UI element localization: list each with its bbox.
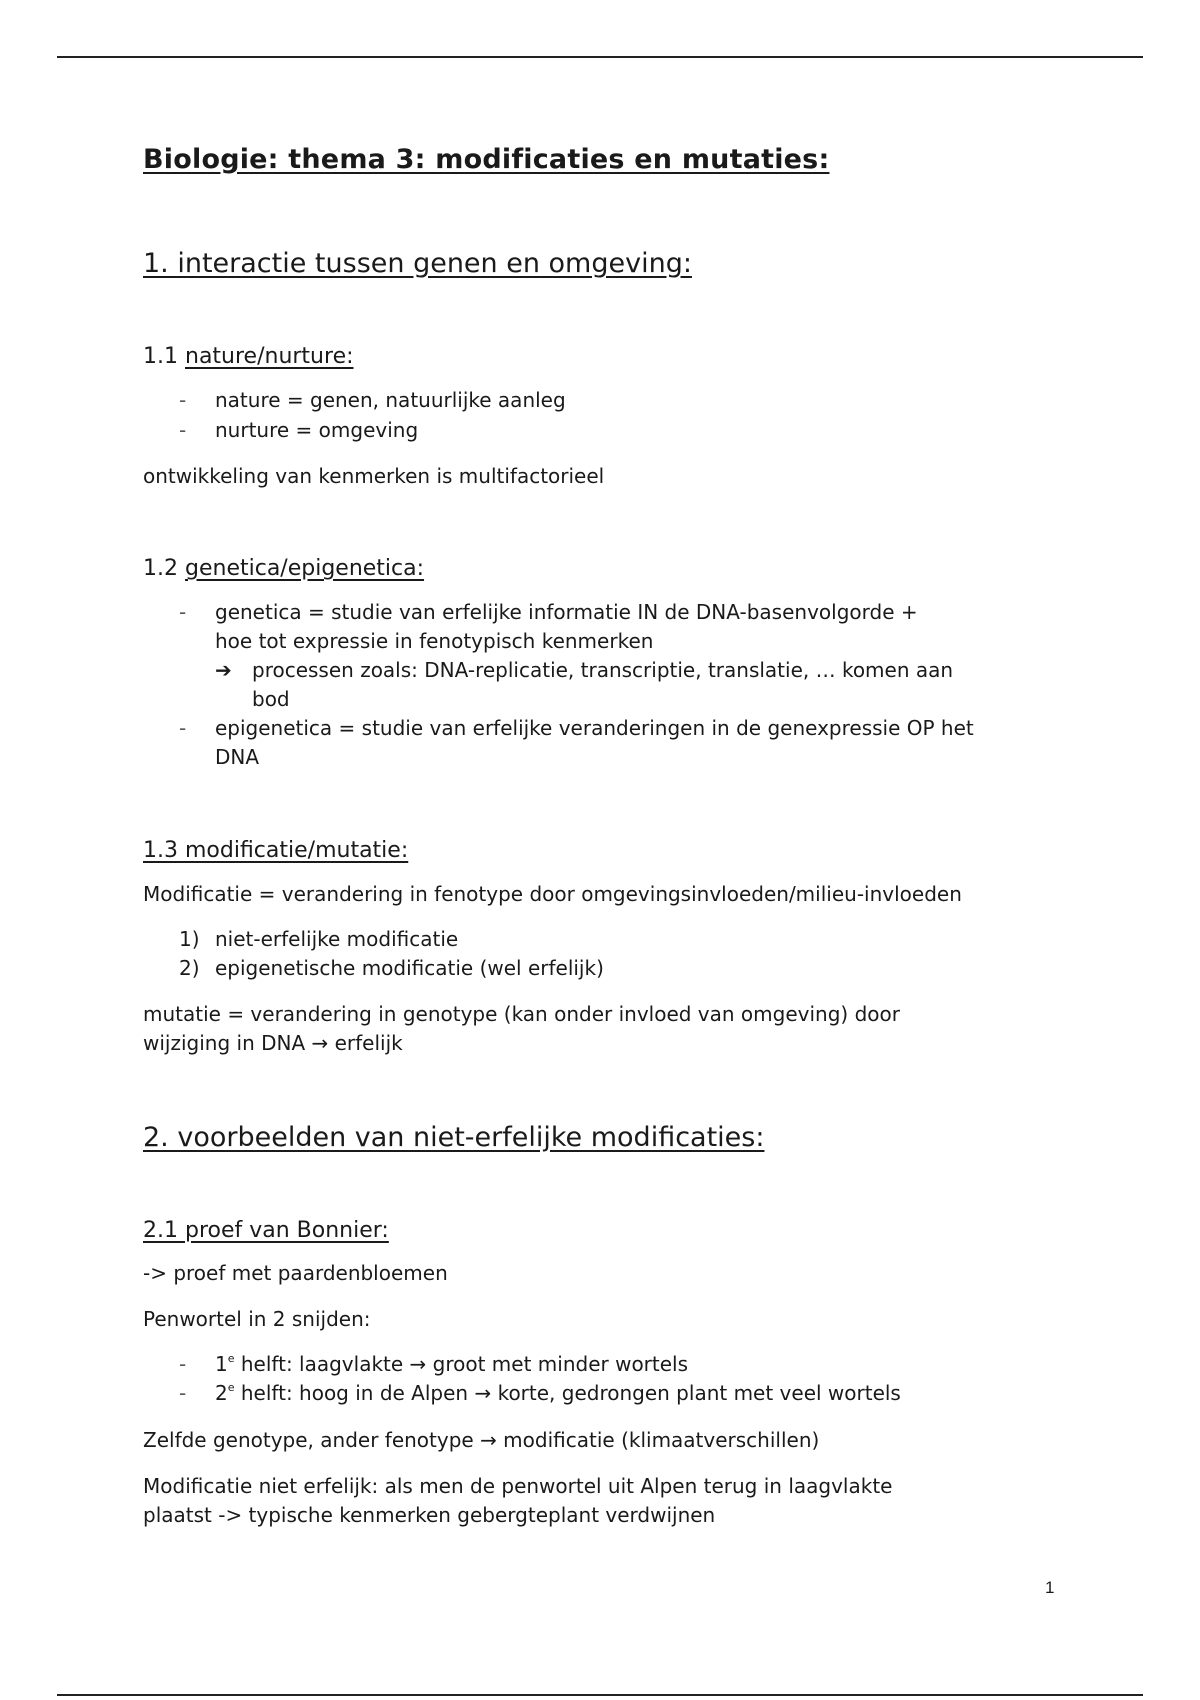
ordinal-number: 1 [215, 1352, 228, 1376]
paragraph: Modificatie = verandering in fenotype door omgevingsinvloeden/milieu-invloeden [143, 882, 962, 906]
paragraph-line: plaatst -> typische kenmerken gebergteplant verdwijnen [143, 1503, 716, 1527]
ordinal-suffix: e [227, 1352, 235, 1365]
subsection-1-3-heading: 1.3 modificatie/mutatie: [143, 838, 409, 863]
paragraph: -> proef met paardenbloemen [143, 1261, 448, 1285]
top-rule [57, 56, 1143, 58]
paragraph: ontwikkeling van kenmerken is multifactorieel [143, 464, 605, 488]
list-number: 1) [179, 927, 200, 951]
arrow-icon: ➔ [215, 658, 232, 682]
list-item: niet-erfelijke modificatie [215, 927, 459, 951]
list-item-text: helft: laagvlakte → groot met minder wortels [234, 1352, 689, 1376]
paragraph-line: wijziging in DNA → erfelijk [143, 1031, 403, 1055]
ordinal-suffix: e [227, 1381, 235, 1394]
bullet-marker: - [179, 388, 187, 412]
sub-list-item-line: processen zoals: DNA-replicatie, transcriptie, translatie, … komen aan [252, 658, 954, 682]
list-item: nurture = omgeving [215, 418, 419, 442]
list-item-line: epigenetica = studie van erfelijke veranderingen in de genexpressie OP het [215, 716, 974, 740]
bottom-rule [57, 1694, 1143, 1696]
list-item: epigenetische modificatie (wel erfelijk) [215, 956, 604, 980]
document-title: Biologie: thema 3: modificaties en mutaties: [143, 144, 830, 175]
subsection-title: nature/nurture: [185, 344, 354, 369]
list-item: nature = genen, natuurlijke aanleg [215, 388, 566, 412]
page-number: 1 [1045, 1578, 1055, 1597]
section-2-heading: 2. voorbeelden van niet-erfelijke modificaties: [143, 1122, 765, 1153]
subsection-number: 1.1 [143, 344, 178, 369]
bullet-marker: - [179, 418, 187, 442]
sub-list-item-line: bod [252, 687, 290, 711]
list-item [215, 1379, 901, 1408]
bullet-marker: - [179, 600, 187, 624]
subsection-title: genetica/epigenetica: [185, 556, 425, 581]
paragraph: Zelfde genotype, ander fenotype → modificatie (klimaatverschillen) [143, 1428, 820, 1452]
list-item-text: helft: hoog in de Alpen → korte, gedrongen plant met veel wortels [234, 1381, 901, 1405]
bullet-marker: - [179, 1352, 187, 1376]
paragraph-line: mutatie = verandering in genotype (kan onder invloed van omgeving) door [143, 1002, 900, 1026]
list-item-line: genetica = studie van erfelijke informatie IN de DNA-basenvolgorde + [215, 600, 918, 624]
paragraph: Penwortel in 2 snijden: [143, 1307, 371, 1331]
list-item-line: hoe tot expressie in fenotypisch kenmerken [215, 629, 654, 653]
subsection-number: 1.2 [143, 556, 178, 581]
list-item [215, 1350, 688, 1379]
subsection-1-2-heading [143, 556, 424, 581]
bullet-marker: - [179, 1381, 187, 1405]
ordinal-number: 2 [215, 1381, 228, 1405]
subsection-1-1-heading [143, 344, 354, 369]
bullet-marker: - [179, 716, 187, 740]
section-1-heading: 1. interactie tussen genen en omgeving: [143, 248, 692, 279]
subsection-2-1-heading: 2.1 proef van Bonnier: [143, 1218, 389, 1243]
list-number: 2) [179, 956, 200, 980]
paragraph-line: Modificatie niet erfelijk: als men de penwortel uit Alpen terug in laagvlakte [143, 1474, 893, 1498]
list-item-line: DNA [215, 745, 260, 769]
